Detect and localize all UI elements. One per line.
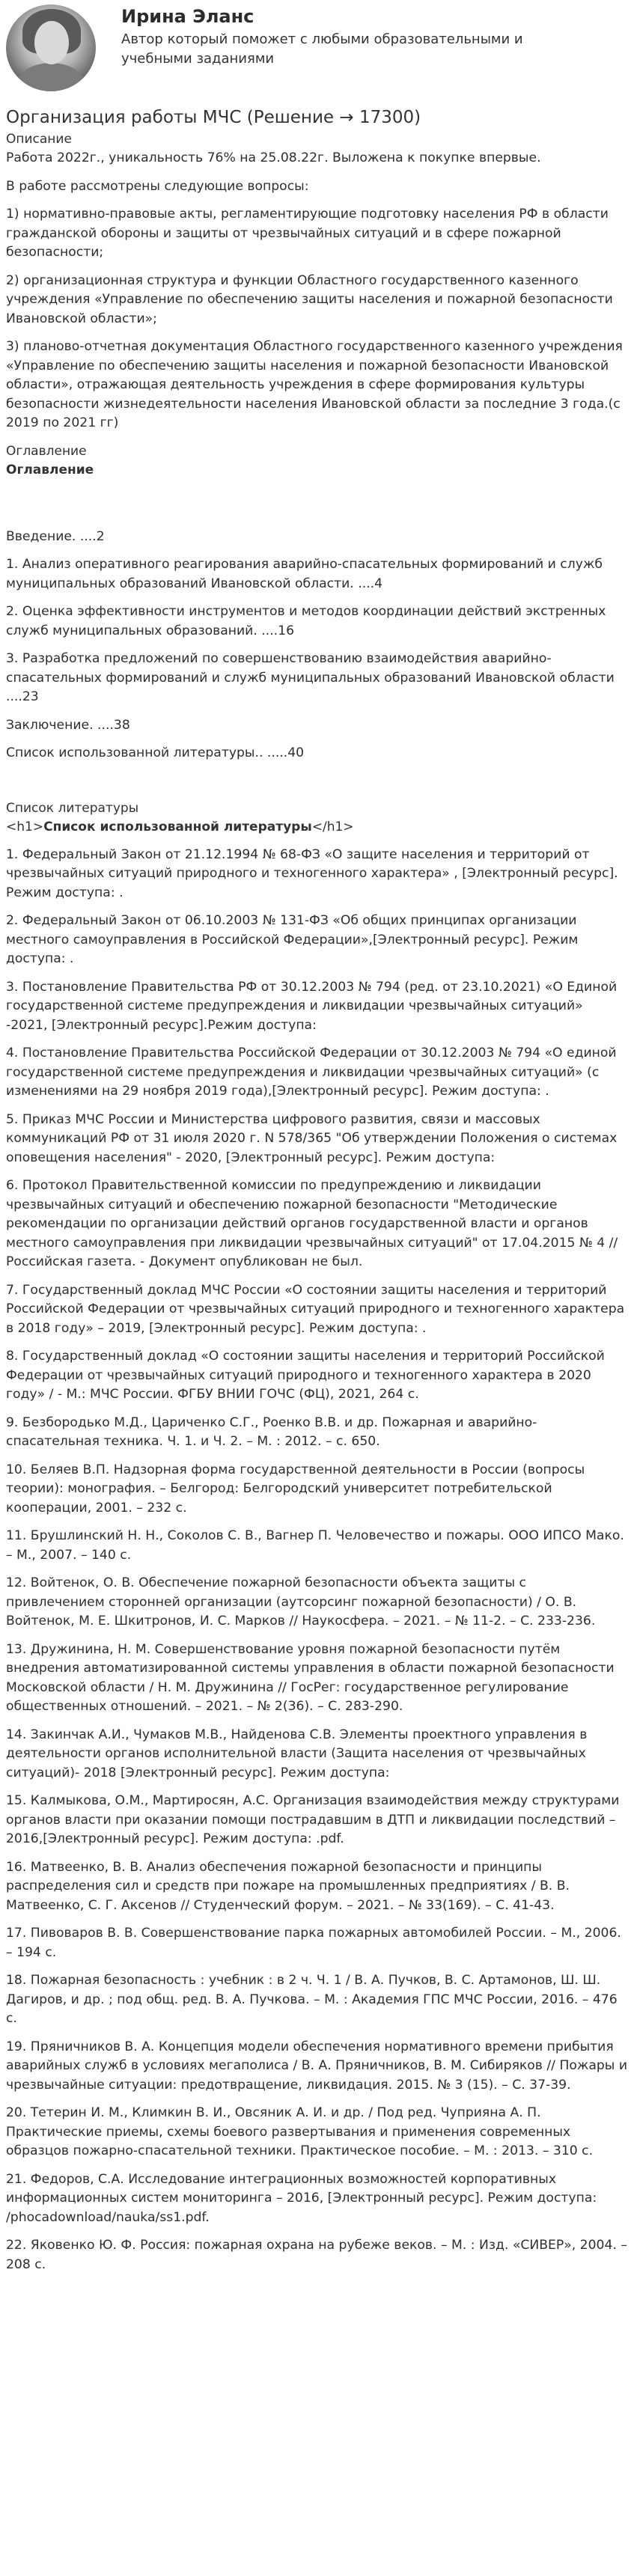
- references-label: Список литературы: [6, 800, 139, 816]
- reference-item: 8. Государственный доклад «О состоянии защиты населения и территорий Российской Федерации от чрезвычайных ситуаций природного и техногенного характера в 2020 году» / - М.: МЧС России. ФГБУ ВНИИ ГОЧС (ФЦ), 2021, 264 с.: [6, 1349, 605, 1402]
- description-paragraph: 2) организационная структура и функции Областного государственного казенного учреждения «Управление по обеспечению защиты населения и пожарной безопасности Ивановской области»;: [6, 272, 613, 326]
- reference-item: 21. Федоров, С.А. Исследование интеграционных возможностей корпоративных информационных систем мониторинга – 2016, [Электронный ресурс]. Режим доступа: /phocadownload/nauka/ss1.pdf.: [6, 2171, 597, 2225]
- reference-item: 6. Протокол Правительственной комиссии по предупреждению и ликвидации чрезвычайных ситуаций и обеспечению пожарной безопасности "Методические рекомендации по организации действий органов государственной власти и органов местного самоуправления при ликвидации чрезвычайных ситуаций" от 17.04.2015 № 4 // Российская газета. - Документ опубликован не был.: [6, 1178, 618, 1269]
- toc-item: 2. Оценка эффективности инструментов и методов координации действий экстренных служб муниципальных образований. ....16: [6, 604, 606, 638]
- reference-item: 3. Постановление Правительства РФ от 30.12.2003 № 794 (ред. от 23.10.2021) «О Единой государственной системе предупреждения и ликвидации чрезвычайных ситуаций» -2021, [Электронный ресурс].Режим доступа:: [6, 979, 618, 1033]
- author-avatar[interactable]: [6, 4, 96, 91]
- reference-item: 16. Матвеенко, В. В. Анализ обеспечения пожарной безопасности и принципы распределения сил и средств при пожаре на промышленных предприятиях / В. В. Матвеенко, С. Г. Аксенов // Студенческий форум. – 2021. – № 33(169). – С. 41-43.: [6, 1859, 570, 1913]
- author-name[interactable]: Ирина Эланс: [121, 6, 254, 27]
- reference-item: 5. Приказ МЧС России и Министерства цифрового развития, связи и массовых коммуникаций РФ от 31 июля 2020 г. N 578/365 "Об утверждении Положения о системах оповещения населения" - 2020, [Электронный ресурс]. Режим доступа:: [6, 1111, 618, 1165]
- author-info: [121, 6, 540, 69]
- toc-item: Список использованной литературы.. .....40: [6, 745, 305, 760]
- page-title: Организация работы МЧС (Решение → 17300): [6, 108, 421, 127]
- toc-label: Оглавление: [6, 443, 87, 459]
- reference-item: 17. Пивоваров В. В. Совершенствование парка пожарных автомобилей России. – М., 2006. – 194 с.: [6, 1926, 621, 1960]
- reference-item: 15. Калмыкова, О.М., Мартиросян, А.С. Организация взаимодействия между структурами органов власти при оказании помощи пострадавшим в ДТП и ликвидации последствий – 2016,[Электронный ресурс]. Режим доступа: .pdf.: [6, 1793, 620, 1846]
- reference-item: 4. Постановление Правительства Российской Федерации от 30.12.2003 № 794 «О единой государственной системе предупреждения и ликвидации чрезвычайных ситуаций» (с изменениями на 29 ноября 2019 года),[Электронный ресурс]. Режим доступа: .: [6, 1046, 617, 1099]
- reference-item: 2. Федеральный Закон от 06.10.2003 № 131-ФЗ «Об общих принципах организации местного самоуправления в Российской Федерации»,[Электронный ресурс]. Режим доступа: .: [6, 913, 579, 966]
- reference-item: 11. Брушлинский Н. Н., Соколов С. В., Вагнер П. Человечество и пожары. ООО ИПСО Мако. – М., 2007. – 140 с.: [6, 1528, 624, 1563]
- reference-item: 18. Пожарная безопасность : учебник : в 2 ч. Ч. 1 / В. А. Пучков, В. С. Артамонов, Ш. Ш. Дагиров, и др. ; под общ. ред. В. А. Пучкова. – М. : Академия ГПС МЧС России, 2016. – 476 с.: [6, 1973, 618, 2026]
- author-description: Автор который поможет с любыми образовательными и учебными заданиями: [121, 31, 523, 67]
- description-paragraph: 3) планово-отчетная документация Областного государственного казенного учреждения «Управление по обеспечению защиты населения и пожарной безопасности Ивановской области», отражающая деятельность учреждения в сфере формирования культуры безопасности жизнедеятельности населения Ивановской области за последние 3 года.(с 2019 по 2021 гг): [6, 339, 623, 430]
- references-heading-line: [6, 818, 628, 837]
- reference-item: 10. Беляев В.П. Надзорная форма государственной деятельности в России (вопросы теории): монография. – Белгород: Белгородский университет потребительской кооперации, 2001. – 232 с.: [6, 1462, 585, 1516]
- description-paragraph: В работе рассмотрены следующие вопросы:: [6, 178, 309, 194]
- reference-item: 9. Безбородько М.Д., Цариченко С.Г., Роенко В.В. и др. Пожарная и аварийно-спасательная техника. Ч. 1. и Ч. 2. – М. : 2012. – с. 650.: [6, 1414, 537, 1449]
- toc-heading: Оглавление: [6, 462, 94, 477]
- reference-item: 19. Пряничников В. А. Концепция модели обеспечения нормативного времени прибытия аварийных служб в условиях мегаполиса / В. А. Пряничников, В. М. Сибиряков // Пожары и чрезвычайные ситуации: предотвращение, ликвидация. 2015. № 3 (15). – С. 37-39.: [6, 2039, 628, 2093]
- toc-item: 1. Анализ оперативного реагирования аварийно-спасательных формирований и служб муниципальных образований Ивановской области. ....4: [6, 557, 603, 591]
- reference-item: 13. Дружинина, Н. М. Совершенствование уровня пожарной безопасности путём внедрения автоматизированной системы управления в области пожарной безопасности Московской области / Н. М. Дружинина // ГосРег: государственное регулирование общественных отношений. – 2021. – № 2(36). – С. 283-290.: [6, 1641, 615, 1714]
- toc-intro: Введение. ....2: [6, 528, 105, 544]
- toc-item: Заключение. ....38: [6, 717, 130, 733]
- reference-item: 22. Яковенко Ю. Ф. Россия: пожарная охрана на рубеже веков. – М. : Изд. «СИВЕР», 2004. – 208 с.: [6, 2238, 627, 2272]
- references-list: [6, 846, 628, 2275]
- reference-item: 20. Тетерин И. М., Климкин В. И., Овсяник А. И. и др. / Под ред. Чуприяна А. П. Практические приемы, схемы боевого развертывания и применения современных образцов пожарно-спасательной техники. Практическое пособие. – М. : 2013. – 310 с.: [6, 2105, 594, 2158]
- avatar-face: [34, 21, 69, 64]
- description-paragraph: Работа 2022г., уникальность 76% на 25.08.22г. Выложена к покупке впервые.: [6, 150, 541, 165]
- description-paragraph: 1) нормативно-правовые акты, регламентирующие подготовку населения РФ в области гражданской обороны и защиты от чрезвычайных ситуаций и в сфере пожарной безопасности;: [6, 207, 609, 260]
- reference-item: 7. Государственный доклад МЧС России «О состоянии защиты населения и территорий Российской Федерации от чрезвычайных ситуаций природного и техногенного характера в 2018 году» – 2019, [Электронный ресурс]. Режим доступа: .: [6, 1282, 625, 1336]
- toc-item: 3. Разработка предложений по совершенствованию взаимодействия аварийно-спасательных формирований и служб муниципальных образований Ивановской области ....23: [6, 651, 615, 704]
- reference-item: 1. Федеральный Закон от 21.12.1994 № 68-ФЗ «О защите населения и территорий от чрезвычайных ситуаций природного и техногенного характера» , [Электронный ресурс]. Режим доступа: .: [6, 846, 618, 900]
- reference-item: 14. Закинчак А.И., Чумаков М.В., Найденова С.В. Элементы проектного управления в деятельности органов исполнительной власти (Защита населения от чрезвычайных ситуаций)- 2018 [Электронный ресурс]. Режим доступа:: [6, 1727, 588, 1780]
- h1-close-tag: </h1>: [311, 819, 354, 834]
- avatar-body: [16, 63, 85, 91]
- reference-item: 12. Войтенок, О. В. Обеспечение пожарной безопасности объекта защиты с привлечением сторонней организации (аутсорсинг пожарной безопасности) / О. В. Войтенок, М. Е. Шкитронов, И. С. Марков // Наукосфера. – 2021. – № 11-2. – С. 233-236.: [6, 1575, 596, 1629]
- h1-open-tag: <h1>: [6, 819, 44, 834]
- description-label: Описание: [6, 132, 72, 147]
- references-heading: Список использованной литературы: [43, 819, 312, 834]
- author-card: [6, 0, 628, 93]
